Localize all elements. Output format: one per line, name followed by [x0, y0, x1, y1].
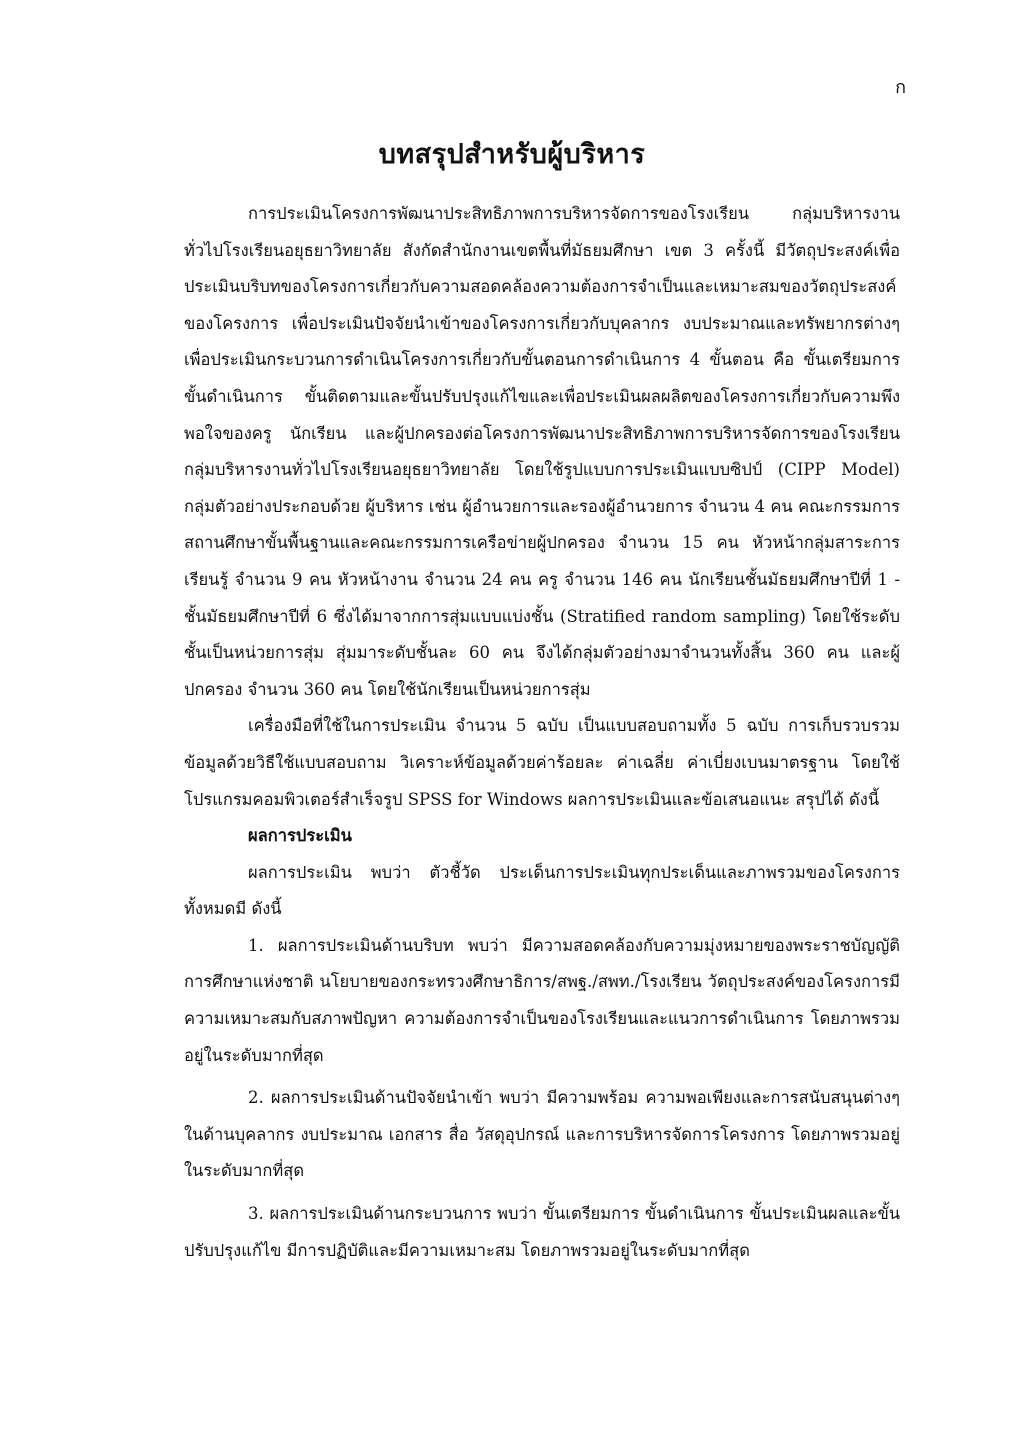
section-heading-results: ผลการประเมิน [248, 826, 352, 846]
paragraph-instruments: เครื่องมือที่ใช้ในการประเมิน จำนวน 5 ฉบับ เป็นแบบสอบถามทั้ง 5 ฉบับ การเก็บรวบรวมข้อมูลด้วยวิธีใช้แบบสอบถาม วิเคราะห์ข้อมูลด้วยค่าร้อยละ ค่าเฉลี่ย ค่าเบี่ยงเบนมาตรฐาน โดยใช้โปรแกรมคอมพิวเตอร์สำเร็จรูป SPSS for Windows ผลการประเมินและข้อเสนอแนะ สรุปได้ ดังนี้ [184, 716, 900, 809]
page-number: ก [895, 77, 906, 98]
paragraph-results-intro: ผลการประเมิน พบว่า ตัวชี้วัด ประเด็นการประเมินทุกประเด็นและภาพรวมของโครงการทั้งหมดมี ดังนี้ [184, 862, 900, 919]
result-item-context: 1. ผลการประเมินด้านบริบท พบว่า มีความสอดคล้องกับความมุ่งหมายของพระราชบัญญัติการศึกษาแห่งชาติ นโยบายของกระทรวงศึกษาธิการ/สพฐ./สพท./โรงเรียน วัตถุประสงค์ของโครงการมีความเหมาะสมกับสภาพปัญหา ความต้องการจำเป็นของโรงเรียนและแนวการดำเนินการ โดยภาพรวมอยู่ในระดับมากที่สุด [184, 935, 900, 1065]
result-item-input: 2. ผลการประเมินด้านปัจจัยนำเข้า พบว่า มีความพร้อม ความพอเพียงและการสนับสนุนต่างๆ ในด้านบุคลากร งบประมาณ เอกสาร สื่อ วัสดุอุปกรณ์ และการบริหารจัดการโครงการ โดยภาพรวมอยู่ในระดับมากที่สุด [184, 1088, 900, 1181]
result-item-process: 3. ผลการประเมินด้านกระบวนการ พบว่า ขั้นเตรียมการ ขั้นดำเนินการ ขั้นประเมินผลและขั้นปรับปรุงแก้ไข มีการปฏิบัติและมีความเหมาะสม โดยภาพรวมอยู่ในระดับมากที่สุด [184, 1204, 900, 1260]
document-body [184, 196, 900, 1269]
paragraph-objectives: การประเมินโครงการพัฒนาประสิทธิภาพการบริหารจัดการของโรงเรียน กลุ่มบริหารงานทั่วไปโรงเรียนอยุธยาวิทยาลัย สังกัดสำนักงานเขตพื้นที่มัธยมศึกษา เขต 3 ครั้งนี้ มีวัตถุประสงค์เพื่อประเมินบริบทของโครงการเกี่ยวกับความสอดคล้องความต้องการจำเป็นและเหมาะสมของวัตถุประสงค์ของโครงการ เพื่อประเมินปัจจัยนำเข้าของโครงการเกี่ยวกับบุคลากร งบประมาณและทรัพยากรต่างๆ เพื่อประเมินกระบวนการดำเนินโครงการเกี่ยวกับขั้นตอนการดำเนินการ 4 ขั้นตอน คือ ขั้นเตรียมการ ขั้นดำเนินการ ขั้นติดตามและขั้นปรับปรุงแก้ไขและเพื่อประเมินผลผลิตของโครงการเกี่ยวกับความพึงพอใจของครู นักเรียน และผู้ปกครองต่อโครงการพัฒนาประสิทธิภาพการบริหารจัดการของโรงเรียน กลุ่มบริหารงานทั่วไปโรงเรียนอยุธยาวิทยาลัย โดยใช้รูปแบบการประเมินแบบซิปป์ (CIPP Model) กลุ่มตัวอย่างประกอบด้วย ผู้บริหาร เช่น ผู้อำนวยการและรองผู้อำนวยการ จำนวน 4 คน คณะกรรมการสถานศึกษาขั้นพื้นฐานและคณะกรรมการเครือข่ายผู้ปกครอง จำนวน 15 คน หัวหน้ากลุ่มสาระการเรียนรู้ จำนวน 9 คน หัวหน้างาน จำนวน 24 คน ครู จำนวน 146 คน นักเรียนชั้นมัธยมศึกษาปีที่ 1 - ชั้นมัธยมศึกษาปีที่ 6 ซึ่งได้มาจากการสุ่มแบบแบ่งชั้น (Stratified random sampling) โดยใช้ระดับชั้นเป็นหน่วยการสุ่ม สุ่มมาระดับชั้นละ 60 คน จึงได้กลุ่มตัวอย่างมาจำนวนทั้งสิ้น 360 คน และผู้ปกครอง จำนวน 360 คน โดยใช้นักเรียนเป็นหน่วยการสุ่ม [184, 204, 900, 699]
page-title: บทสรุปสำหรับผู้บริหาร [378, 139, 646, 170]
